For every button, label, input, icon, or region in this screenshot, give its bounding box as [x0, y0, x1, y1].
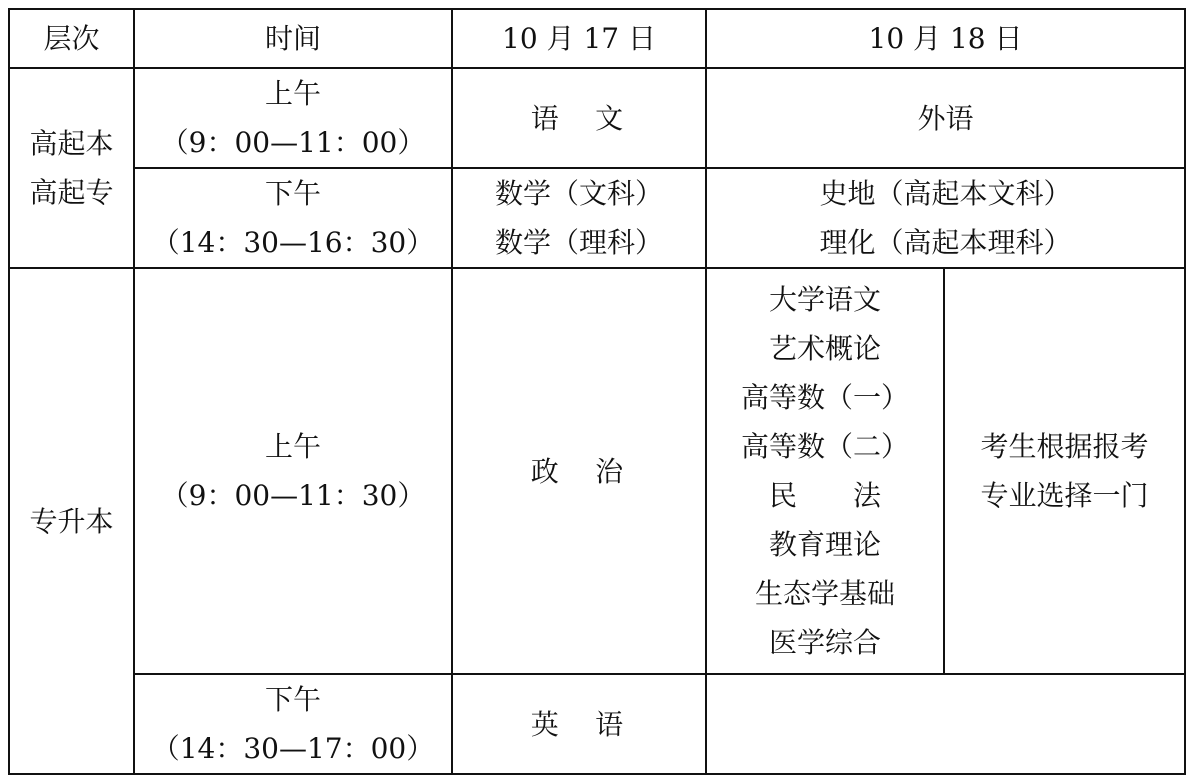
subject: 外语	[917, 101, 974, 135]
header-level: 层次	[9, 9, 134, 68]
time-cell	[134, 68, 452, 168]
session-hours: （9：00—11：00）	[160, 126, 426, 159]
day2-subject-cell	[706, 168, 1185, 268]
session-hours: （14：30—17：00）	[151, 732, 435, 765]
elective-subject: 高等数（一）	[740, 381, 909, 414]
subject: 史地（高起本文科）	[819, 177, 1072, 210]
table-row	[9, 168, 1185, 268]
header-row	[9, 9, 1185, 68]
exam-schedule-table	[8, 8, 1186, 775]
time-cell	[134, 168, 452, 268]
table-row	[9, 68, 1185, 168]
level-cell-upgrade	[9, 68, 134, 268]
elective-subject: 生态学基础	[754, 577, 895, 610]
time-cell	[134, 674, 452, 774]
elective-subject: 教育理论	[768, 528, 881, 561]
day1-subject-cell	[452, 674, 706, 774]
day2-elective-note	[944, 268, 1185, 674]
session-hours: （14：30—16：30）	[151, 226, 435, 259]
day2-empty-cell	[706, 674, 1185, 774]
subject: 政 治	[530, 454, 628, 488]
day1-subject-cell	[452, 268, 706, 674]
level-cell-zsb	[9, 268, 134, 774]
note-line: 考生根据报考	[980, 430, 1149, 463]
day1-subject-cell	[452, 168, 706, 268]
time-cell	[134, 268, 452, 674]
elective-subject: 民 法	[768, 479, 881, 512]
level-label: 高起专	[29, 176, 114, 209]
subject: 数学（文科）	[494, 177, 663, 210]
elective-subject: 大学语文	[768, 283, 881, 316]
day2-elective-list	[706, 268, 944, 674]
header-time: 时间	[134, 9, 452, 68]
level-label: 专升本	[29, 504, 114, 538]
session-hours: （9：00—11：30）	[160, 479, 426, 512]
elective-subject: 医学综合	[768, 626, 881, 659]
note-line: 专业选择一门	[980, 479, 1149, 512]
table-row	[9, 674, 1185, 774]
elective-subject: 艺术概论	[768, 332, 881, 365]
level-label: 高起本	[29, 127, 114, 160]
elective-subject: 高等数（二）	[740, 430, 909, 463]
day1-subject-cell	[452, 68, 706, 168]
header-day2: 10 月 18 日	[706, 9, 1185, 68]
subject: 英 语	[530, 707, 628, 741]
subject: 语 文	[530, 101, 628, 135]
subject: 数学（理科）	[494, 226, 663, 259]
day2-subject-cell	[706, 68, 1185, 168]
header-day1: 10 月 17 日	[452, 9, 706, 68]
session-label: 上午	[264, 430, 321, 463]
subject: 理化（高起本理科）	[819, 226, 1072, 259]
session-label: 下午	[264, 177, 321, 210]
session-label: 下午	[264, 683, 321, 716]
table-row	[9, 268, 1185, 674]
session-label: 上午	[264, 77, 321, 110]
